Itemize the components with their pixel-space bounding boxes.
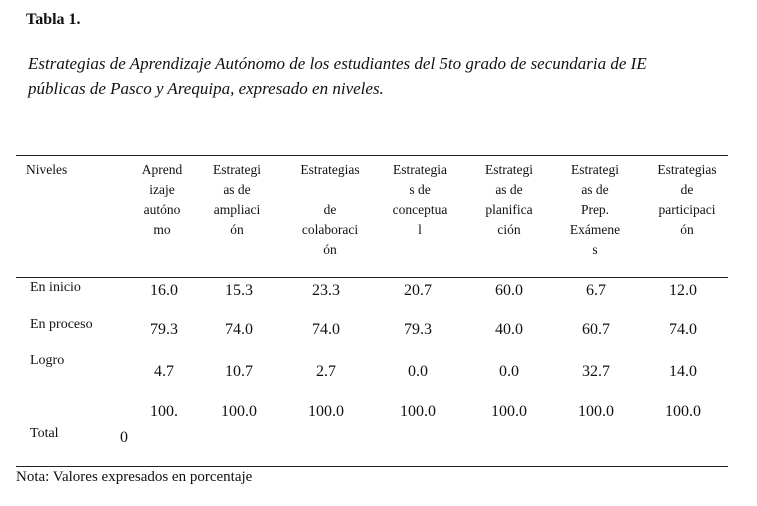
cell-logro-7: 14.0	[669, 363, 697, 380]
cell-logro-2: 10.7	[225, 363, 253, 380]
table-note: Nota: Valores expresados en porcentaje	[16, 469, 253, 485]
header-estrategias-participacion: Estrategias de participaci ón	[657, 162, 717, 237]
cell-logro-5: 0.0	[499, 363, 519, 380]
header-estrategias-prep-examenes: Estrategi as de Prep. Exámene s	[569, 162, 621, 257]
header-estrategias-conceptual: Estrategia s de conceptua l	[392, 162, 448, 237]
cell-proceso-5: 40.0	[495, 321, 523, 338]
cell-inicio-7: 12.0	[669, 282, 697, 299]
header-bottom-rule	[16, 277, 728, 278]
row-label-en-inicio: En inicio	[30, 280, 81, 295]
cell-logro-1: 4.7	[154, 363, 174, 380]
table-bottom-rule	[16, 466, 728, 467]
row-label-total: Total	[30, 426, 59, 441]
cell-proceso-4: 79.3	[404, 321, 432, 338]
cell-proceso-3: 74.0	[312, 321, 340, 338]
cell-logro-3: 2.7	[316, 363, 336, 380]
table-number: Tabla 1.	[26, 11, 81, 28]
cell-inicio-4: 20.7	[404, 282, 432, 299]
cell-inicio-6: 6.7	[586, 282, 606, 299]
cell-inicio-2: 15.3	[225, 282, 253, 299]
cell-total-1: 100.	[150, 403, 178, 420]
cell-inicio-3: 23.3	[312, 282, 340, 299]
header-estrategias-colaboracion: Estrategias de colaboraci ón	[300, 162, 360, 257]
row-label-logro: Logro	[30, 353, 65, 368]
row-label-en-proceso: En proceso	[30, 317, 93, 332]
header-aprendizaje-autonomo: Aprend izaje autóno mo	[141, 162, 183, 237]
table-top-rule	[16, 155, 728, 156]
table-caption: Estrategias de Aprendizaje Autónomo de los estudiantes del 5to grado de secundaria de IE públicas de Pasco y Arequipa, expresado en niveles.	[28, 54, 647, 98]
cell-inicio-5: 60.0	[495, 282, 523, 299]
cell-proceso-6: 60.7	[582, 321, 610, 338]
header-estrategias-ampliacion: Estrategi as de ampliaci ón	[213, 162, 261, 237]
header-niveles: Niveles	[26, 162, 68, 177]
cell-proceso-7: 74.0	[669, 321, 697, 338]
cell-total-4: 100.0	[400, 403, 436, 420]
cell-logro-4: 0.0	[408, 363, 428, 380]
cell-total-3: 100.0	[308, 403, 344, 420]
cell-proceso-1: 79.3	[150, 321, 178, 338]
cell-total-2: 100.0	[221, 403, 257, 420]
cell-proceso-2: 74.0	[225, 321, 253, 338]
header-estrategias-planificacion: Estrategi as de planifica ción	[485, 162, 533, 237]
cell-total-5: 100.0	[491, 403, 527, 420]
cell-total-1-wrap: 0	[120, 429, 128, 446]
cell-logro-6: 32.7	[582, 363, 610, 380]
cell-inicio-1: 16.0	[150, 282, 178, 299]
cell-total-7: 100.0	[665, 403, 701, 420]
cell-total-6: 100.0	[578, 403, 614, 420]
